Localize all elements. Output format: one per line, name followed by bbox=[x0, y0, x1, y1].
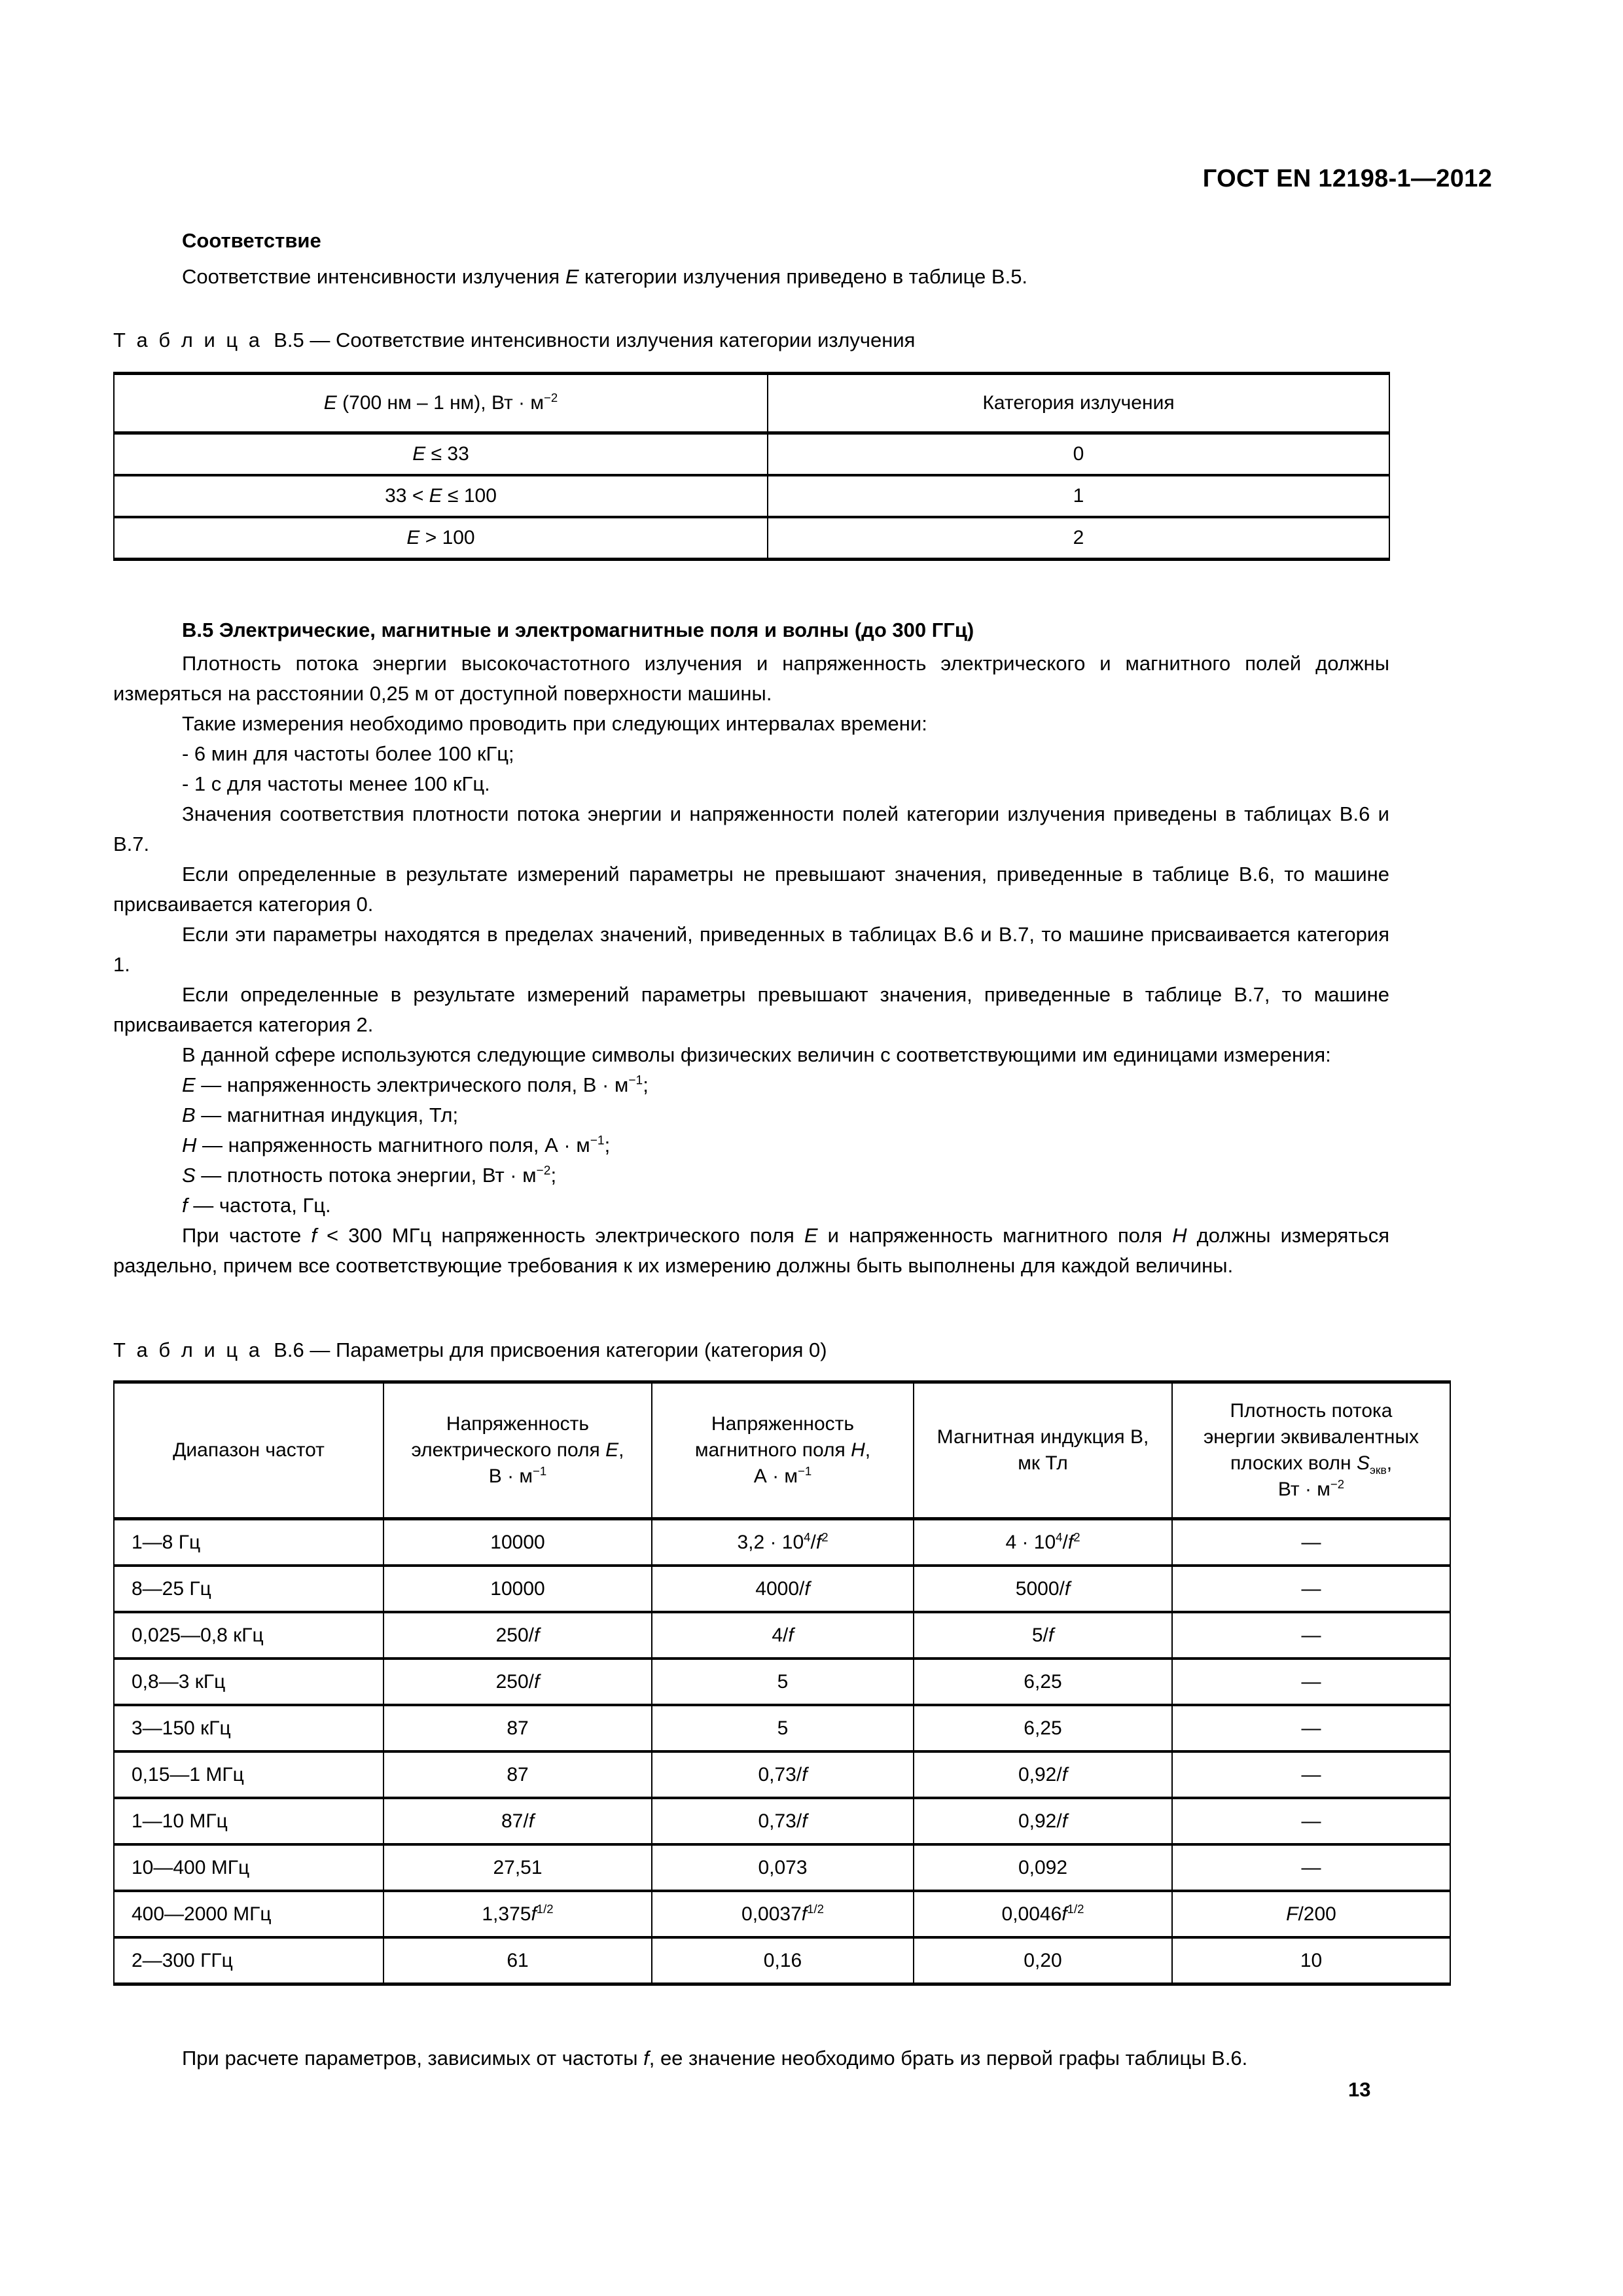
table-row bbox=[114, 1659, 1450, 1705]
table-b6 bbox=[113, 1380, 1451, 1986]
table-row bbox=[114, 1612, 1450, 1659]
table-b6-cell-e: 250/f bbox=[383, 1659, 652, 1705]
heading-compliance: Соответствие bbox=[182, 229, 321, 252]
table-b6-cell-b: 6,25 bbox=[914, 1705, 1172, 1751]
table-b5-col-header-category: Категория излучения bbox=[768, 374, 1389, 433]
table-b6-caption-number: В.6 bbox=[274, 1338, 304, 1361]
table-b5-col-header-intensity: E (700 нм – 1 нм), Вт · $м^{-2}$ bbox=[114, 374, 768, 433]
table-row bbox=[114, 1798, 1450, 1844]
table-b5-caption-label: Т а б л и ц а bbox=[113, 329, 263, 351]
table-b6-cell-h: 0,73/f bbox=[652, 1798, 914, 1844]
table-b6-cell-b: $0,0046f^{1/2}$ bbox=[914, 1891, 1172, 1937]
table-b6-cell-b: 5/f bbox=[914, 1612, 1172, 1659]
table-b6-cell-h: 5 bbox=[652, 1659, 914, 1705]
table-b6-cell-s: — bbox=[1172, 1844, 1450, 1891]
paragraph-b5-4: Если определенные в результате измерений параметры не превышают значения, приведенные в таблице В.6, то машине присваивается категория 0. bbox=[113, 863, 1389, 916]
table-b6-col-header-frequency-range: Диапазон частот bbox=[114, 1382, 383, 1519]
table-b6-cell-e: 87 bbox=[383, 1705, 652, 1751]
symbol-definition-s: S — плотность потока энергии, Вт · $м^{-2}$; bbox=[182, 1164, 557, 1187]
table-b6-col-header-magnetic-induction: Магнитная индукция B, мк Тл bbox=[914, 1382, 1172, 1519]
table-b6-cell-frequency: 400—2000 МГц bbox=[114, 1891, 383, 1937]
heading-section-b5: В.5 Электрические, магнитные и электромагнитные поля и волны (до 300 ГГц) bbox=[182, 619, 974, 641]
table-b6-cell-b: 5000/f bbox=[914, 1566, 1172, 1612]
table-b5-caption bbox=[113, 329, 1389, 352]
table-b6-header-row bbox=[114, 1382, 1450, 1519]
table-b6-cell-frequency: 0,15—1 МГц bbox=[114, 1751, 383, 1798]
symbol-definition-b: B — магнитная индукция, Тл; bbox=[182, 1103, 459, 1126]
table-row bbox=[114, 517, 1389, 560]
paragraph-b5-5: Если эти параметры находятся в пределах значений, приведенных в таблицах В.6 и В.7, то машине присваивается категория 1. bbox=[113, 923, 1389, 976]
table-b6-cell-b: $4 \cdot 10^4/f^2$ bbox=[914, 1519, 1172, 1566]
symbol-definition-e: E — напряженность электрического поля, $В \cdot м^{-1}$; bbox=[182, 1073, 649, 1096]
paragraph-b5-1: Плотность потока энергии высокочастотного излучения и напряженность электрического и магнитного полей должны измеряться на расстоянии 0,25 м от доступной поверхности машины. bbox=[113, 652, 1389, 705]
table-b6-col-header-electric-field: Напряженность электрического поля E, $В \cdot м^{-1}$ bbox=[383, 1382, 652, 1519]
paragraph-compliance: Соответствие интенсивности излучения E категории излучения приведено в таблице В.5. bbox=[182, 265, 1028, 288]
table-b6-cell-s: — bbox=[1172, 1705, 1450, 1751]
table-b6-cell-e: 27,51 bbox=[383, 1844, 652, 1891]
table-b6-cell-frequency: 8—25 Гц bbox=[114, 1566, 383, 1612]
page-number: 13 bbox=[1348, 2078, 1371, 2101]
table-b6-cell-e: 87/f bbox=[383, 1798, 652, 1844]
table-b6-caption bbox=[113, 1338, 1389, 1362]
table-b6-cell-s: — bbox=[1172, 1566, 1450, 1612]
table-b6-cell-e: 61 bbox=[383, 1937, 652, 1984]
table-b6-cell-h: $3,2 \cdot 10^4/f^2$ bbox=[652, 1519, 914, 1566]
table-b5-cell-category: 2 bbox=[768, 517, 1389, 560]
table-b6-cell-b: 0,92/f bbox=[914, 1798, 1172, 1844]
table-b6-cell-b: 0,20 bbox=[914, 1937, 1172, 1984]
table-row bbox=[114, 433, 1389, 476]
table-b6-cell-s: F/200 bbox=[1172, 1891, 1450, 1937]
table-b6-cell-b: 6,25 bbox=[914, 1659, 1172, 1705]
table-row bbox=[114, 1519, 1450, 1566]
document-header-standard-number: ГОСТ EN 12198-1—2012 bbox=[1202, 165, 1492, 192]
paragraph-closing: При расчете параметров, зависимых от частоты f, ее значение необходимо брать из первой графы таблицы В.6. bbox=[182, 2047, 1248, 2070]
table-b6-cell-frequency: 2—300 ГГц bbox=[114, 1937, 383, 1984]
table-b5-cell-category: 1 bbox=[768, 475, 1389, 517]
table-b5 bbox=[113, 372, 1390, 561]
table-b6-cell-e: 250/f bbox=[383, 1612, 652, 1659]
table-b6-cell-s: — bbox=[1172, 1798, 1450, 1844]
paragraph-b5-3: Значения соответствия плотности потока энергии и напряженности полей категории излучения приведены в таблицах В.6 и В.7. bbox=[113, 802, 1389, 855]
table-row bbox=[114, 1937, 1450, 1984]
table-b6-caption-title: — Параметры для присвоения категории (категория 0) bbox=[310, 1338, 827, 1361]
table-b5-cell-category: 0 bbox=[768, 433, 1389, 476]
bullet-item-2: - 1 с для частоты менее 100 кГц. bbox=[182, 772, 490, 795]
table-b6-cell-h: $0,0037f^{1/2}$ bbox=[652, 1891, 914, 1937]
paragraph-b5-6: Если определенные в результате измерений параметры превышают значения, приведенные в таблице В.7, то машине присваивается категория 2. bbox=[113, 983, 1389, 1036]
table-row bbox=[114, 1844, 1450, 1891]
table-b6-cell-h: 4/f bbox=[652, 1612, 914, 1659]
table-b6-cell-h: 0,73/f bbox=[652, 1751, 914, 1798]
paragraph-b5-2: Такие измерения необходимо проводить при следующих интервалах времени: bbox=[182, 712, 927, 735]
table-b6-caption-label: Т а б л и ц а bbox=[113, 1338, 263, 1361]
table-b5-cell-range: 33 < E ≤ 100 bbox=[114, 475, 768, 517]
table-b5-cell-range: E > 100 bbox=[114, 517, 768, 560]
table-b6-cell-h: 4000/f bbox=[652, 1566, 914, 1612]
bullet-item-1: - 6 мин для частоты более 100 кГц; bbox=[182, 742, 514, 765]
table-b6-col-header-magnetic-field: Напряженность магнитного поля H, $А \cdot м^{-1}$ bbox=[652, 1382, 914, 1519]
table-b6-cell-s: — bbox=[1172, 1519, 1450, 1566]
table-b6-cell-frequency: 0,025—0,8 кГц bbox=[114, 1612, 383, 1659]
table-b5-caption-number: В.5 bbox=[274, 329, 304, 351]
symbol-definition-f: f — частота, Гц. bbox=[182, 1194, 331, 1217]
paragraph-b5-7: В данной сфере используются следующие символы физических величин с соответствующими им единицами измерения: bbox=[182, 1043, 1331, 1066]
table-b6-cell-s: 10 bbox=[1172, 1937, 1450, 1984]
table-b6-cell-h: 0,16 bbox=[652, 1937, 914, 1984]
table-row bbox=[114, 475, 1389, 517]
table-b6-cell-frequency: 0,8—3 кГц bbox=[114, 1659, 383, 1705]
table-b6-cell-b: 0,92/f bbox=[914, 1751, 1172, 1798]
table-b6-cell-s: — bbox=[1172, 1612, 1450, 1659]
page-content bbox=[113, 229, 1419, 2073]
table-row bbox=[114, 1751, 1450, 1798]
table-b6-cell-b: 0,092 bbox=[914, 1844, 1172, 1891]
paragraph-b5-8: При частоте f < 300 МГц напряженность электрического поля E и напряженность магнитного поля H должны измеряться раздельно, причем все соответствующие требования к их измерению должны быть выполнены для каждой величины. bbox=[113, 1224, 1389, 1277]
table-b5-header-row bbox=[114, 374, 1389, 433]
table-row bbox=[114, 1566, 1450, 1612]
table-b6-cell-h: 0,073 bbox=[652, 1844, 914, 1891]
table-b5-caption-title: — Соответствие интенсивности излучения категории излучения bbox=[310, 329, 916, 351]
table-b6-cell-h: 5 bbox=[652, 1705, 914, 1751]
table-b5-cell-range: E ≤ 33 bbox=[114, 433, 768, 476]
table-b6-cell-s: — bbox=[1172, 1659, 1450, 1705]
table-b6-cell-e: 10000 bbox=[383, 1519, 652, 1566]
table-b6-cell-e: 10000 bbox=[383, 1566, 652, 1612]
symbol-definition-h: H — напряженность магнитного поля, $А \cdot м^{-1}$; bbox=[182, 1134, 611, 1157]
table-b6-cell-e: $1,375f^{1/2}$ bbox=[383, 1891, 652, 1937]
table-b6-cell-e: 87 bbox=[383, 1751, 652, 1798]
table-b6-cell-frequency: 10—400 МГц bbox=[114, 1844, 383, 1891]
table-b6-cell-s: — bbox=[1172, 1751, 1450, 1798]
table-row bbox=[114, 1705, 1450, 1751]
table-row bbox=[114, 1891, 1450, 1937]
table-b6-col-header-power-density: Плотность потока энергии эквивалентных плоских волн $S_{экв}$, Вт · $м^{-2}$ bbox=[1172, 1382, 1450, 1519]
table-b6-cell-frequency: 3—150 кГц bbox=[114, 1705, 383, 1751]
table-b6-cell-frequency: 1—8 Гц bbox=[114, 1519, 383, 1566]
table-b6-cell-frequency: 1—10 МГц bbox=[114, 1798, 383, 1844]
